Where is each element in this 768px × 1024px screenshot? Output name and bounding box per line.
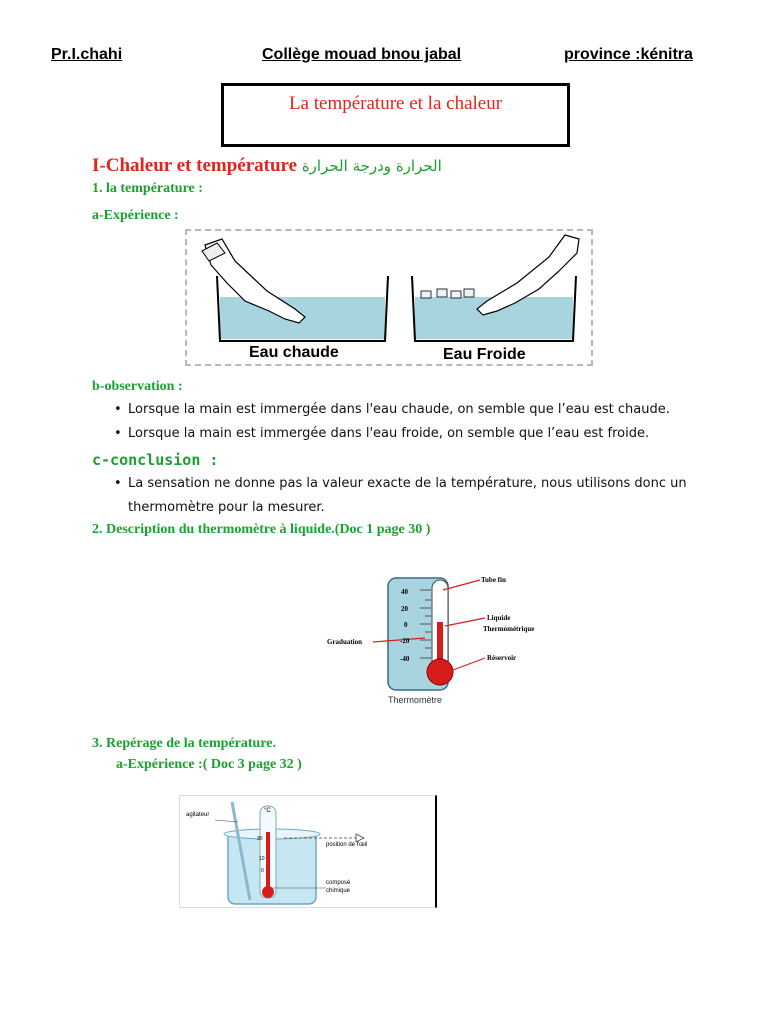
beaker-illustration	[180, 796, 436, 908]
label-reservoir: Réservoir	[487, 654, 517, 662]
tick-label: 40	[401, 588, 408, 596]
author-name: Pr.I.chahi	[51, 46, 123, 63]
label-chemical: chimique	[326, 888, 351, 894]
tick-label: 30	[257, 836, 263, 842]
tick-label: 20	[401, 605, 408, 613]
label-eye-position: position de l'œil	[326, 842, 368, 848]
label-stirrer: agitateur	[186, 812, 210, 818]
tick-label: 0	[261, 868, 264, 874]
observation-item: • Lorsque la main est immergée dans l'eau chaude, on semble que l’eau est chaude.	[114, 402, 670, 417]
hands-water-illustration	[187, 231, 591, 364]
title-box	[221, 83, 570, 147]
subheading-thermometer-description: 2. Description du thermomètre à liquide.(Doc 1 page 30 )	[92, 522, 431, 537]
tick-label: 0	[404, 621, 408, 629]
label-graduation: Graduation	[327, 638, 363, 646]
tick-label: 10	[259, 856, 265, 862]
observation-item: • Lorsque la main est immergée dans l'eau froide, on semble que l’eau est froide.	[114, 426, 650, 441]
label-liquid-thermometric: Thermométrique	[483, 625, 535, 633]
label-experience: a-Expérience :	[92, 208, 179, 223]
label-tube: Tube fin	[481, 576, 506, 584]
province-name: province :kénitra	[564, 46, 693, 63]
label-conclusion: c-conclusion :	[92, 451, 219, 469]
caption-thermometer: Thermomètre	[388, 695, 443, 705]
section-heading-arabic: الحرارة ودرجة الحرارة	[301, 157, 442, 175]
subheading-temperature: 1. la température :	[92, 181, 203, 196]
figure-hands-water	[185, 229, 593, 366]
subheading-temperature-reading: 3. Repérage de la température.	[92, 736, 277, 751]
school-name: Collège mouad bnou jabal	[262, 46, 462, 63]
label-liquid: Liquide	[487, 614, 511, 622]
conclusion-item: • La sensation ne donne pas la valeur exacte de la température, nous utilisons donc un	[114, 476, 687, 491]
tick-label: -20	[400, 637, 410, 645]
caption-cold-water: Eau Froide	[443, 346, 526, 363]
label-unit: °C	[264, 808, 271, 814]
figure-thermometer	[325, 570, 555, 710]
section-heading	[92, 155, 442, 177]
tick-label: -40	[400, 655, 410, 663]
caption-hot-water: Eau chaude	[249, 344, 339, 361]
label-observation: b-observation :	[92, 379, 183, 394]
page-title: La température et la chaleur	[288, 93, 503, 114]
section-heading-text: I-Chaleur et température	[92, 155, 298, 176]
label-experience-doc3: a-Expérience :( Doc 3 page 32 )	[116, 757, 302, 772]
figure-beaker	[179, 795, 437, 908]
label-compound: composé	[326, 880, 351, 886]
conclusion-item-continued: thermomètre pour la mesurer.	[128, 500, 325, 515]
